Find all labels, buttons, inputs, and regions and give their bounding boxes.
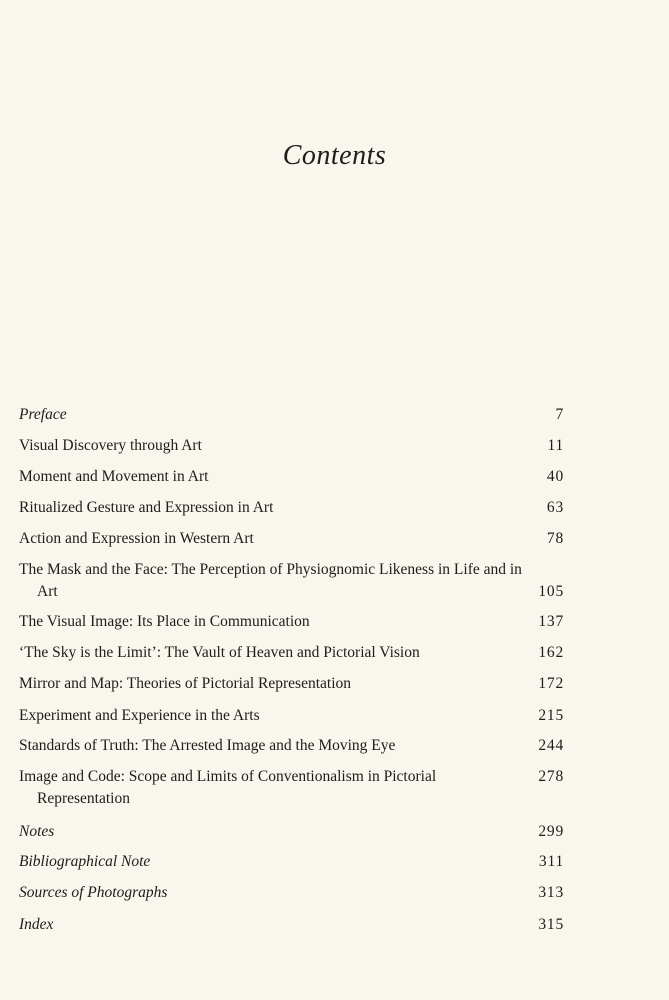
toc-entry-page: 244: [538, 737, 564, 754]
toc-entry-title: Visual Discovery through Art: [19, 437, 202, 454]
toc-entry-moment-and-movement: [19, 466, 564, 488]
toc-entry-title: Preface: [19, 406, 67, 423]
toc-entry-mask-and-face: [19, 559, 564, 603]
toc-entry-title: Image and Code: Scope and Limits of Conventionalism in Pictorial Representation: [19, 768, 437, 807]
toc-entry-page: 137: [538, 613, 564, 630]
toc-entry-image-and-code: [19, 766, 564, 810]
toc-entry-sources-of-photographs: [19, 882, 564, 904]
toc-entry-experiment-and-experience: [19, 705, 564, 727]
toc-entry-title: Ritualized Gesture and Expression in Art: [19, 499, 274, 516]
toc-entry-page: 105: [538, 583, 564, 600]
toc-entry-title: Experiment and Experience in the Arts: [19, 707, 260, 724]
toc-entry-visual-image: [19, 611, 564, 633]
toc-entry-title: Standards of Truth: The Arrested Image and the Moving Eye: [19, 737, 396, 754]
toc-entry-page: 172: [538, 675, 564, 692]
toc-entry-title: Sources of Photographs: [19, 884, 168, 901]
toc-entry-title: The Visual Image: Its Place in Communication: [19, 613, 310, 630]
toc-entry-preface: [19, 404, 564, 426]
toc-entry-action-and-expression: [19, 528, 564, 550]
toc-entry-bibliographical-note: [19, 851, 564, 873]
toc-entry-title: Mirror and Map: Theories of Pictorial Representation: [19, 675, 352, 692]
toc-entry-title: ‘The Sky is the Limit’: The Vault of Heaven and Pictorial Vision: [19, 644, 420, 661]
toc-entry-page: 299: [538, 823, 564, 840]
toc-entry-page: 162: [538, 644, 564, 661]
toc-entry-page: 78: [546, 530, 564, 547]
toc-entry-title: Bibliographical Note: [19, 853, 151, 870]
toc-entry-page: 40: [546, 468, 564, 485]
toc-entry-page: 315: [538, 916, 564, 933]
toc-entry-ritualized-gesture: [19, 497, 564, 519]
toc-entry-title: Moment and Movement in Art: [19, 468, 209, 485]
toc-entry-title: The Mask and the Face: The Perception of Physiognomic Likeness in Life and in Art: [19, 561, 522, 600]
toc-entry-sky-is-the-limit: [19, 642, 564, 664]
toc-entry-page: 278: [538, 768, 564, 785]
toc-entry-title: Action and Expression in Western Art: [19, 530, 254, 547]
toc-entry-title: Notes: [19, 823, 55, 840]
page-title: Contents: [282, 140, 387, 171]
toc-entry-mirror-and-map: [19, 673, 564, 695]
toc-entry-page: 7: [555, 406, 564, 423]
toc-entry-index: [19, 914, 564, 936]
toc-entry-title: Index: [19, 916, 54, 933]
toc-entry-notes: [19, 821, 564, 843]
toc-entry-standards-of-truth: [19, 735, 564, 757]
toc-entry-page: 215: [538, 707, 564, 724]
toc-entry-visual-discovery: [19, 435, 564, 457]
toc-entry-page: 311: [538, 853, 564, 870]
toc-entry-page: 63: [546, 499, 564, 516]
toc-entry-page: 313: [538, 884, 564, 901]
toc-entry-page: 11: [547, 437, 564, 454]
